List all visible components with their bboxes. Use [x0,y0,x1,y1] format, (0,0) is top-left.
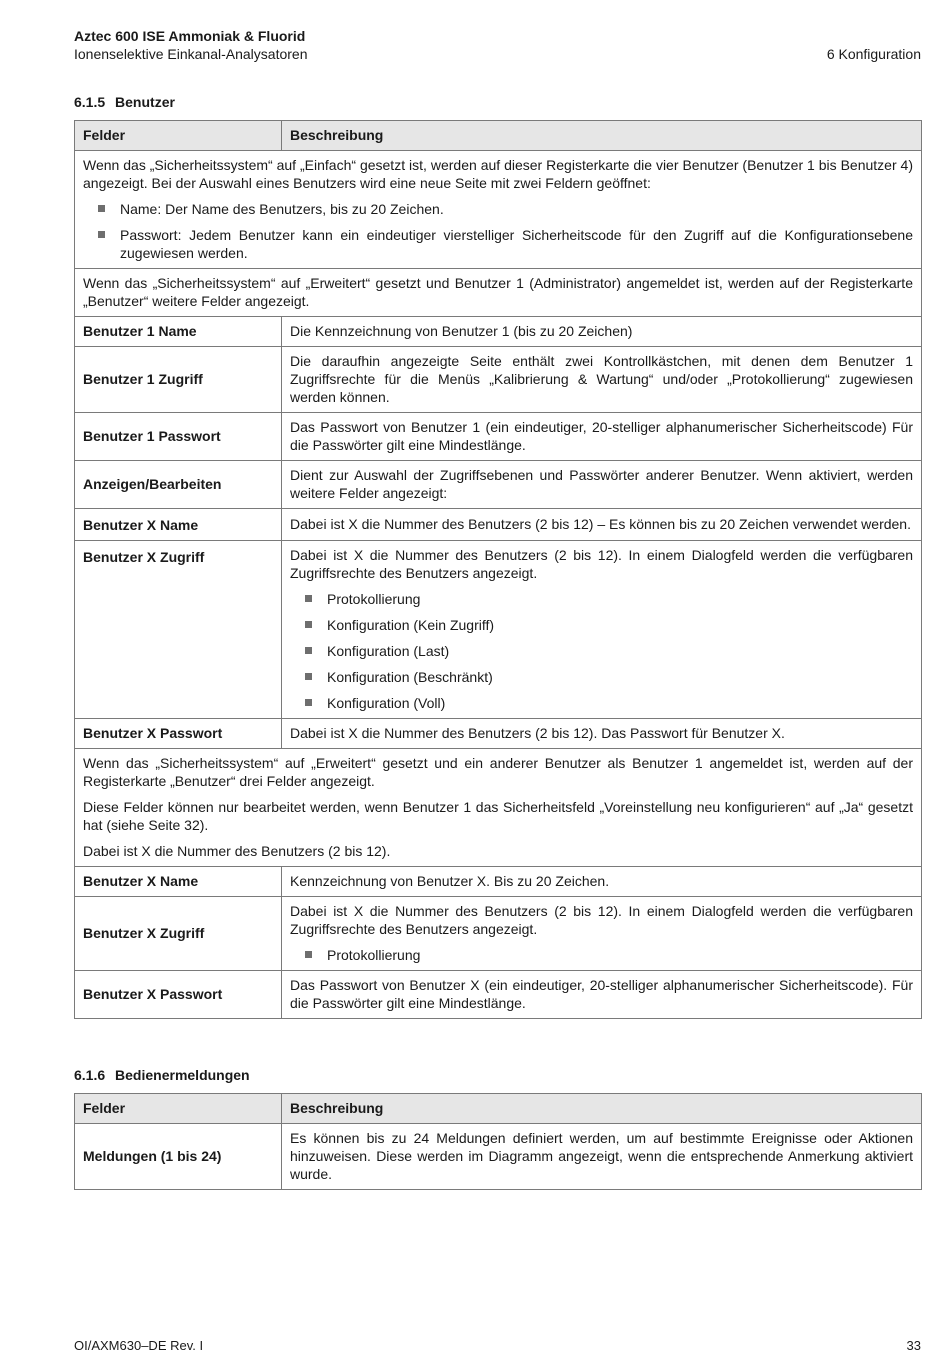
field-description: Dabei ist X die Nummer des Benutzers (2 bis 12). Das Passwort für Benutzer X. [282,719,922,749]
table-header-row [75,121,922,151]
field-description: Kennzeichnung von Benutzer X. Bis zu 20 Zeichen. [282,867,922,897]
table-row [75,867,922,897]
section-title: Benutzer [115,94,175,110]
field-name: Benutzer X Name [75,867,282,897]
field-description [282,541,922,719]
bullet-square-icon [305,647,312,654]
page-header [74,27,921,63]
document-title: Aztec 600 ISE Ammoniak & Fluorid [74,28,306,44]
table-row [75,151,922,269]
list-item: Konfiguration (Beschränkt) [290,668,913,686]
bedienermeldungen-table [74,1093,922,1190]
field-name: Benutzer X Zugriff [75,541,282,719]
simple-security-text: Wenn das „Sicherheitssystem“ auf „Einfach“ gesetzt ist, werden auf dieser Registerkarte die vier Benutzer (Benutzer 1 bis Benutzer 4) angezeigt. Bei der Auswahl eines Benutzers wird eine neue Seite mit zwei Feldern geöffnet: [83,157,913,191]
table-row [75,317,922,347]
table-header-row [75,1094,922,1124]
field-name: Benutzer X Passwort [75,719,282,749]
field-description-text: Dabei ist X die Nummer des Benutzers (2 bis 12). In einem Dialogfeld werden die verfügbaren Zugriffsrechte des Benutzers angezeigt. [290,547,913,581]
table-row [75,509,922,541]
table-row [75,541,922,719]
list-item: Protokollierung [290,590,913,608]
field-name: Benutzer 1 Zugriff [75,347,282,413]
list-item: Konfiguration (Last) [290,642,913,660]
field-description: Das Passwort von Benutzer X (ein eindeutiger, 20-stelliger alphanumerischer Sicherheitscode). Für die Passwörter gilt eine Mindestlänge. [282,971,922,1019]
bullet-square-icon [98,205,105,212]
table-row [75,749,922,867]
simple-security-note [75,151,922,269]
bullet-square-icon [305,621,312,628]
document-subtitle: Ionenselektive Einkanal-Analysatoren [74,46,308,62]
access-options-list [290,946,913,964]
field-name: Benutzer X Name [75,509,282,541]
bullet-square-icon [98,231,105,238]
bullet-square-icon [305,673,312,680]
bullet-square-icon [305,699,312,706]
field-name: Anzeigen/Bearbeiten [75,461,282,509]
column-header-fields: Felder [75,121,282,151]
table-row [75,269,922,317]
table-row [75,897,922,971]
list-item: Passwort: Jedem Benutzer kann ein eindeutiger vierstelliger Sicherheitscode für den Zugriff auf die Konfigurationsebene zugewiesen werden. [83,226,913,262]
bullet-square-icon [305,951,312,958]
field-name: Benutzer X Zugriff [75,897,282,971]
table-row [75,461,922,509]
field-description: Das Passwort von Benutzer 1 (ein eindeutiger, 20-stelliger alphanumerischer Sicherheitscode) Für die Passwörter gilt eine Mindestlänge. [282,413,922,461]
list-item: Name: Der Name des Benutzers, bis zu 20 Zeichen. [83,200,913,218]
list-item: Konfiguration (Voll) [290,694,913,712]
field-description: Dient zur Auswahl der Zugriffsebenen und Passwörter anderer Benutzer. Wenn aktiviert, werden weitere Felder angezeigt: [282,461,922,509]
field-description: Dabei ist X die Nummer des Benutzers (2 bis 12) – Es können bis zu 20 Zeichen verwendet werden. [282,509,922,541]
section-heading-bedienermeldungen [74,1067,250,1083]
field-description: Die Kennzeichnung von Benutzer 1 (bis zu 20 Zeichen) [282,317,922,347]
table-row [75,347,922,413]
field-name: Benutzer X Passwort [75,971,282,1019]
table-row [75,719,922,749]
benutzer-table [74,120,922,1019]
section-heading-benutzer [74,94,175,110]
column-header-description: Beschreibung [282,1094,922,1124]
field-name: Meldungen (1 bis 24) [75,1124,282,1190]
simple-security-list [83,200,913,262]
list-item: Konfiguration (Kein Zugriff) [290,616,913,634]
field-description: Die daraufhin angezeigte Seite enthält zwei Kontrollkästchen, mit denen dem Benutzer 1 Zugriffsrechte für die Menüs „Kalibrierung & Wartung“ und/oder „Protokollierung“ zugewiesen werden können. [282,347,922,413]
field-description [282,897,922,971]
column-header-description: Beschreibung [282,121,922,151]
table-row [75,413,922,461]
advanced-other-note: Wenn das „Sicherheitssystem“ auf „Erweitert“ gesetzt und ein anderer Benutzer als Benutzer 1 angemeldet ist, werden auf der Registerkarte „Benutzer“ drei Felder angezeigt. Diese Felder können nur bearbeitet werden, wenn Benutzer 1 das Sicherheitsfeld „Voreinstellung neu konfigurieren“ auf „Ja“ gesetzt hat (siehe Seite 32). Dabei ist X die Nummer des Benutzers (2 bis 12). [75,749,922,867]
page-number: 33 [906,1338,921,1353]
field-name: Benutzer 1 Passwort [75,413,282,461]
field-description-text: Dabei ist X die Nummer des Benutzers (2 bis 12). In einem Dialogfeld werden die verfügbaren Zugriffsrechte des Benutzers angezeigt. [290,903,913,937]
bullet-square-icon [305,595,312,602]
document-id: OI/AXM630–DE Rev. I [74,1338,204,1353]
access-options-list [290,590,913,712]
list-item: Protokollierung [290,946,913,964]
table-row [75,971,922,1019]
page-footer [74,1338,921,1353]
section-number: 6.1.5 [74,94,106,110]
chapter-label: 6 Konfiguration [826,46,921,62]
advanced-admin-note: Wenn das „Sicherheitssystem“ auf „Erweitert“ gesetzt und Benutzer 1 (Administrator) angemeldet ist, werden auf der Registerkarte „Benutzer“ weitere Felder angezeigt. [75,269,922,317]
section-number: 6.1.6 [74,1067,106,1083]
section-title: Bedienermeldungen [115,1067,250,1083]
field-name: Benutzer 1 Name [75,317,282,347]
column-header-fields: Felder [75,1094,282,1124]
table-row [75,1124,922,1190]
field-description: Es können bis zu 24 Meldungen definiert werden, um auf bestimmte Ereignisse oder Aktionen hinzuweisen. Diese werden im Diagramm angezeigt, wenn die entsprechende Anmerkung aktiviert wurde. [282,1124,922,1190]
